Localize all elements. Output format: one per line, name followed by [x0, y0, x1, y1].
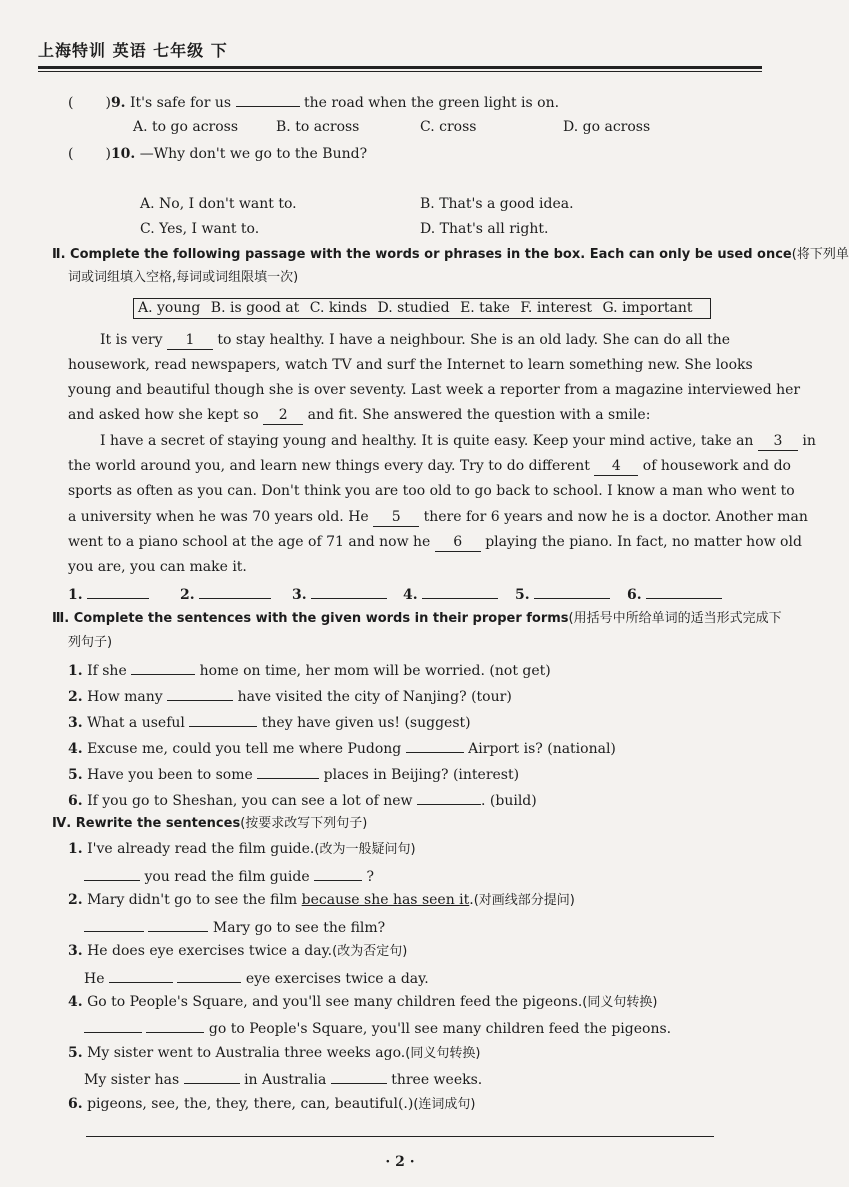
q9-option-c[interactable]: C. cross: [420, 119, 477, 135]
q10-option-d[interactable]: D. That's all right.: [420, 221, 549, 237]
section-4-title: Ⅳ. Rewrite the sentences(按要求改写下列句子): [52, 816, 368, 831]
sec3-item-4: 4. Excuse me, could you tell me where Pudong Airport is? (national): [68, 738, 616, 758]
sec4-q3-answer: He eye exercises twice a day.: [84, 968, 429, 988]
answer-slot-1[interactable]: 1.: [68, 584, 149, 604]
answer-blank[interactable]: [177, 968, 241, 983]
sec4-q1-answer: you read the film guide ?: [84, 866, 374, 886]
q9-option-d[interactable]: D. go across: [563, 119, 651, 135]
answer-slot-2[interactable]: 2.: [180, 584, 271, 604]
passage-line: and asked how she kept so 2 and fit. She answered the question with a smile:: [68, 407, 651, 423]
passage-blank[interactable]: 1: [167, 331, 213, 350]
answer-blank[interactable]: [84, 917, 144, 932]
sec3-item-2: 2. How many have visited the city of Nanjing? (tour): [68, 686, 512, 706]
answer-slot-3[interactable]: 3.: [292, 584, 387, 604]
passage-line: It is very 1 to stay healthy. I have a neighbour. She is an old lady. She can do all the: [100, 332, 731, 348]
word-box-item: F. interest: [520, 300, 593, 316]
word-box-item: G. important: [602, 300, 693, 316]
passage-line: sports as often as you can. Don't think you are too old to go back to school. I know a man who went to: [68, 483, 795, 499]
answer-slot-6[interactable]: 6.: [627, 584, 722, 604]
word-box-item: B. is good at: [210, 300, 300, 316]
word-box-item: A. young: [138, 300, 201, 316]
answer-blank[interactable]: [406, 738, 464, 753]
passage-blank[interactable]: 6: [435, 533, 481, 552]
section-3-title: Ⅲ. Complete the sentences with the given words in their proper forms(用括号中所给单词的适当形式完成下: [52, 611, 782, 626]
answer-blank[interactable]: [184, 1069, 240, 1084]
sec4-q5: 5. My sister went to Australia three weeks ago.(同义句转换): [68, 1045, 481, 1061]
sec4-q4: 4. Go to People's Square, and you'll see many children feed the pigeons.(同义句转换): [68, 994, 658, 1010]
answer-blank[interactable]: [417, 790, 481, 805]
section-2-instruction-cn: 词或词组填入空格,每词或词组限填一次): [68, 270, 299, 285]
question-9: ( )9. It's safe for us the road when the green light is on.: [68, 92, 559, 112]
answer-slot-5[interactable]: 5.: [515, 584, 610, 604]
passage-line: housework, read newspapers, watch TV and surf the Internet to learn something new. She looks: [68, 357, 753, 373]
answer-slot-4[interactable]: 4.: [403, 584, 498, 604]
answer-blank[interactable]: [131, 660, 195, 675]
word-box: [133, 298, 711, 319]
answer-blank[interactable]: [146, 1018, 204, 1033]
q9-option-a[interactable]: A. to go across: [133, 119, 239, 135]
book-header: 上海特训 英语 七年级 下: [38, 41, 228, 60]
word-box-item: C. kinds: [309, 300, 368, 316]
question-10: ( )10. —Why don't we go to the Bund?: [68, 146, 368, 162]
passage-line: young and beautiful though she is over seventy. Last week a reporter from a magazine interviewed her: [68, 382, 801, 398]
sec3-item-5: 5. Have you been to some places in Beijing? (interest): [68, 764, 519, 784]
sec4-q1: 1. I've already read the film guide.(改为一般疑问句): [68, 841, 416, 857]
passage-line: I have a secret of staying young and healthy. It is quite easy. Keep your mind active, take an 3 in: [100, 433, 816, 449]
q10-option-c[interactable]: C. Yes, I want to.: [140, 221, 260, 237]
page-number: · 2 ·: [385, 1154, 415, 1170]
answer-blank[interactable]: [84, 1018, 142, 1033]
answer-blank[interactable]: [84, 866, 140, 881]
answer-blank[interactable]: [331, 1069, 387, 1084]
answer-blank[interactable]: [167, 686, 233, 701]
section-3-instruction-cn: 列句子): [68, 635, 113, 650]
sec4-q4-answer: go to People's Square, you'll see many children feed the pigeons.: [84, 1018, 671, 1038]
passage-blank[interactable]: 3: [758, 432, 798, 451]
sec4-q2: 2. Mary didn't go to see the film because she has seen it.(对画线部分提问): [68, 892, 575, 908]
sec4-q3: 3. He does eye exercises twice a day.(改为否定句): [68, 943, 408, 959]
passage-line: you are, you can make it.: [68, 559, 247, 575]
sec4-q6: 6. pigeons, see, the, they, there, can, beautiful(.)(连词成句): [68, 1096, 476, 1112]
underlined-phrase: because she has seen it: [301, 892, 470, 908]
passage-line: the world around you, and learn new things every day. Try to do different 4 of housework and do: [68, 458, 791, 474]
q9-option-b[interactable]: B. to across: [276, 119, 360, 135]
header-rule-thick: [38, 66, 762, 69]
answer-blank[interactable]: [109, 968, 173, 983]
q10-option-b[interactable]: B. That's a good idea.: [420, 196, 574, 212]
word-box-item: E. take: [460, 300, 510, 316]
q10-option-a[interactable]: A. No, I don't want to.: [140, 196, 297, 212]
answer-blank[interactable]: [314, 866, 362, 881]
header-rule-thin: [38, 71, 762, 72]
section-2-title: Ⅱ. Complete the following passage with the words or phrases in the box. Each can only be used once(将下列单: [52, 247, 849, 262]
sec4-q5-answer: My sister has in Australia three weeks.: [84, 1069, 482, 1089]
answer-blank[interactable]: [236, 92, 300, 107]
sec3-item-6: 6. If you go to Sheshan, you can see a lot of new . (build): [68, 790, 537, 810]
passage-line: went to a piano school at the age of 71 and now he 6 playing the piano. In fact, no matter how old: [68, 534, 802, 550]
passage-line: a university when he was 70 years old. He 5 there for 6 years and now he is a doctor. Another man: [68, 509, 808, 525]
word-box-item: D. studied: [377, 300, 450, 316]
sec4-q2-answer: Mary go to see the film?: [84, 917, 385, 937]
answer-blank[interactable]: [148, 917, 208, 932]
sec3-item-3: 3. What a useful they have given us! (suggest): [68, 712, 471, 732]
passage-blank[interactable]: 2: [263, 406, 303, 425]
answer-blank[interactable]: [189, 712, 257, 727]
passage-blank[interactable]: 5: [373, 508, 419, 527]
passage-blank[interactable]: 4: [594, 457, 638, 476]
answer-line[interactable]: [86, 1136, 714, 1137]
answer-blank[interactable]: [257, 764, 319, 779]
sec3-item-1: 1. If she home on time, her mom will be worried. (not get): [68, 660, 551, 680]
